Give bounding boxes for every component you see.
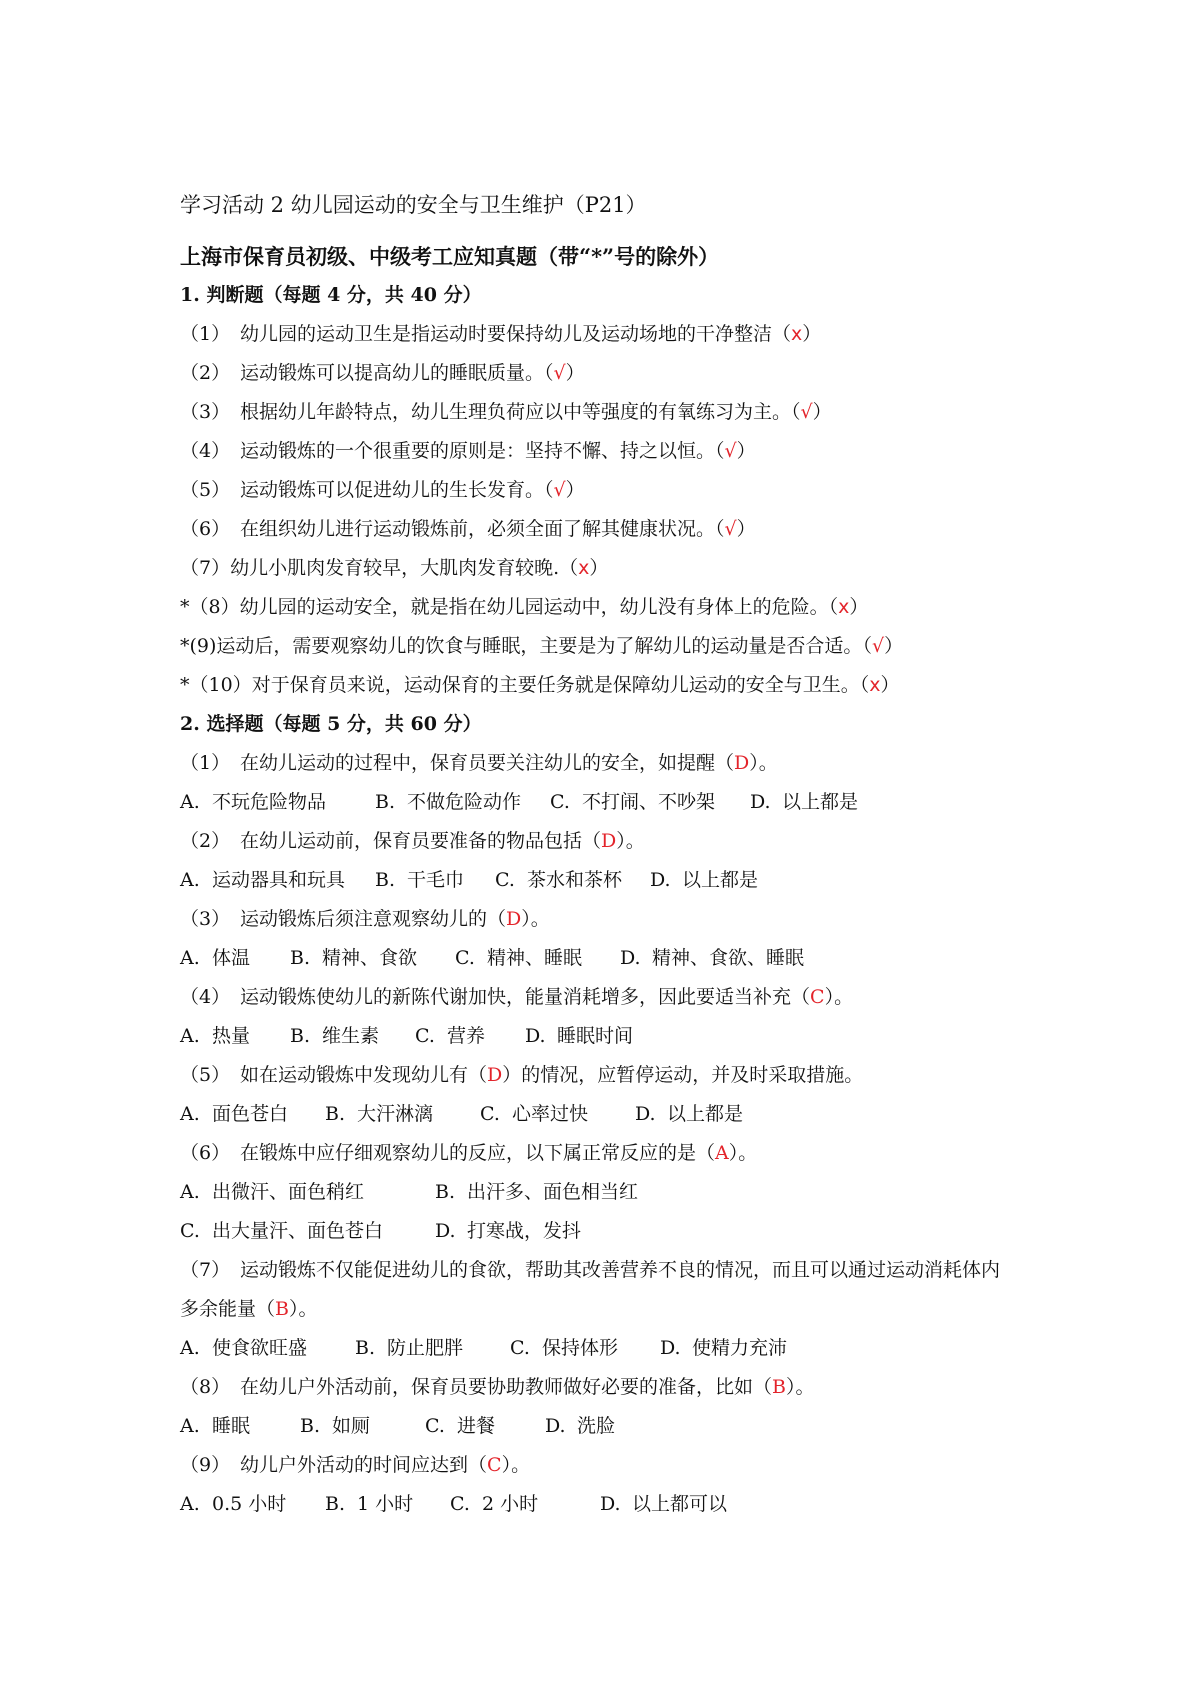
question-index: （4） [180, 986, 231, 1008]
close-paren: ） [812, 401, 832, 423]
true-false-item [180, 666, 1060, 705]
options-row [180, 1017, 1060, 1056]
option-letter: D. [600, 1493, 621, 1515]
options-row [180, 783, 1060, 822]
item-index: （8） [189, 596, 240, 618]
question-tail: ）。 [728, 1142, 758, 1164]
option-letter: C. [510, 1337, 530, 1359]
required-star: * [180, 674, 190, 696]
item-text: 运动锻炼可以提高幼儿的睡眠质量。 [240, 362, 545, 384]
answer-mark: √ [724, 440, 737, 462]
true-false-item [180, 432, 1060, 471]
option-letter: C. [480, 1103, 500, 1125]
close-paren: ） [802, 323, 822, 345]
option-letter: D. [545, 1415, 566, 1437]
open-paren: （ [772, 323, 792, 345]
question-text: 幼儿户外活动的时间应达到（ [240, 1454, 488, 1476]
option [455, 939, 620, 978]
option-letter: C. [495, 869, 515, 891]
option [325, 1095, 480, 1134]
choice-question [180, 1056, 1060, 1095]
close-paren: ） [565, 362, 585, 384]
option [180, 1329, 355, 1368]
options-row [180, 1407, 1060, 1446]
option [290, 1017, 415, 1056]
option-letter: C. [550, 791, 570, 813]
option-text: 洗脸 [577, 1415, 616, 1437]
close-paren: ） [849, 596, 869, 618]
option [550, 783, 750, 822]
options-row [180, 861, 1060, 900]
option-letter: B. [300, 1415, 321, 1437]
option-letter: C. [415, 1025, 435, 1047]
option [660, 1329, 860, 1368]
option [600, 1485, 800, 1524]
required-star: * [180, 635, 190, 657]
question-tail: ）。 [749, 752, 778, 774]
option-letter: B. [325, 1493, 346, 1515]
question-text: 运动锻炼不仅能促进幼儿的食欲，帮助其改善营养不良的情况，而且可以通过运动消耗体内多余能量（ [180, 1259, 1001, 1320]
item-index: （3） [180, 401, 231, 423]
choice-question [180, 1368, 1060, 1407]
item-text: 对于保育员来说，运动保育的主要任务就是保障幼儿运动的安全与卫生。 [251, 674, 860, 696]
item-text: 幼儿小肌肉发育较早，大肌肉发育较晚. [230, 557, 560, 579]
question-tail: ）。 [501, 1454, 531, 1476]
option [300, 1407, 425, 1446]
option [480, 1095, 635, 1134]
item-index: （6） [180, 518, 231, 540]
page-subtitle: 上海市保育员初级、中级考工应知真题（带“*”号的除外） [180, 244, 720, 269]
question-tail: ）。 [288, 1298, 318, 1320]
option [545, 1407, 695, 1446]
open-paren: （ [544, 362, 554, 384]
option [180, 1212, 435, 1251]
option [180, 1173, 435, 1212]
answer-mark: x [869, 674, 881, 696]
section-heading-multiple-choice: 2. 选择题（每题 5 分，共 60 分） [180, 713, 482, 735]
close-paren: ） [589, 557, 609, 579]
option-letter: A. [180, 1337, 200, 1359]
option-text: 2 小时 [482, 1493, 539, 1515]
option-text: 热量 [212, 1025, 251, 1047]
option-text: 睡眠时间 [557, 1025, 634, 1047]
item-text: 运动后，需要观察幼儿的饮食与睡眠，主要是为了解幼儿的运动量是否合适。 [216, 635, 863, 657]
question-index: （3） [180, 908, 231, 930]
answer-letter: C [487, 1454, 502, 1476]
option-text: 出汗多、面色相当红 [467, 1181, 639, 1203]
option [180, 1095, 325, 1134]
close-paren: ） [736, 518, 756, 540]
page-title: 学习活动 2 幼儿园运动的安全与卫生维护（P21） [180, 193, 647, 217]
options-row [180, 1485, 1060, 1524]
option-letter: B. [355, 1337, 376, 1359]
item-text: 幼儿园的运动安全，就是指在幼儿园运动中，幼儿没有身体上的危险。 [239, 596, 829, 618]
answer-mark: x [791, 323, 803, 345]
option-text: 出大量汗、面色苍白 [212, 1220, 384, 1242]
question-index: （6） [180, 1142, 231, 1164]
option-letter: D. [435, 1220, 456, 1242]
close-paren: ） [884, 635, 904, 657]
option [355, 1329, 510, 1368]
option-text: 干毛巾 [407, 869, 465, 891]
question-index: （2） [180, 830, 231, 852]
option [750, 783, 900, 822]
section-heading-true-false: 1. 判断题（每题 4 分，共 40 分） [180, 284, 482, 306]
option-text: 0.5 小时 [212, 1493, 287, 1515]
option [495, 861, 650, 900]
option-letter: A. [180, 947, 200, 969]
item-index: （7） [180, 557, 231, 579]
option-letter: A. [180, 1103, 200, 1125]
option-letter: B. [375, 791, 396, 813]
answer-letter: A [715, 1142, 729, 1164]
option-letter: B. [290, 1025, 311, 1047]
option [435, 1173, 685, 1212]
option-letter: D. [660, 1337, 681, 1359]
option-text: 面色苍白 [212, 1103, 289, 1125]
option-letter: A. [180, 1493, 200, 1515]
option-text: 精神、食欲 [322, 947, 418, 969]
open-paren: （ [715, 518, 725, 540]
option [635, 1095, 785, 1134]
option-text: 进餐 [457, 1415, 496, 1437]
question-index: （5） [180, 1064, 231, 1086]
option-letter: C. [450, 1493, 470, 1515]
option-letter: C. [455, 947, 475, 969]
answer-mark: √ [871, 635, 885, 657]
options-row [180, 1095, 1060, 1134]
close-paren: ） [565, 479, 585, 501]
option [450, 1485, 600, 1524]
open-paren: （ [828, 596, 839, 618]
answer-mark: x [578, 557, 590, 579]
option-letter: D. [525, 1025, 546, 1047]
option-letter: A. [180, 1415, 200, 1437]
option-text: 不玩危险物品 [212, 791, 327, 813]
option [180, 1017, 290, 1056]
item-text: 运动锻炼的一个很重要的原则是：坚持不懈、持之以恒。 [240, 440, 716, 462]
option-letter: D. [620, 947, 641, 969]
option-text: 不打闹、不吵架 [582, 791, 716, 813]
question-index: （7） [180, 1259, 231, 1281]
options-row [180, 1173, 1060, 1212]
answer-letter: B [275, 1298, 289, 1320]
option [375, 783, 550, 822]
item-index: (9) [189, 635, 217, 657]
close-paren: ） [880, 674, 900, 696]
question-index: （9） [180, 1454, 231, 1476]
options-row [180, 1329, 1060, 1368]
options-row [180, 939, 1060, 978]
choice-question [180, 1446, 1060, 1485]
options-row [180, 1212, 1060, 1251]
option-text: 使食欲旺盛 [212, 1337, 308, 1359]
question-tail: ）。 [616, 830, 645, 852]
option [290, 939, 455, 978]
open-paren: （ [859, 674, 870, 696]
answer-mark: √ [553, 479, 566, 501]
option [525, 1017, 675, 1056]
option-letter: C. [180, 1220, 200, 1242]
question-text: 在幼儿运动的过程中，保育员要关注幼儿的安全，如提醒（ [240, 752, 735, 774]
question-text: 在幼儿运动前，保育员要准备的物品包括（ [240, 830, 602, 852]
option-letter: A. [180, 1181, 200, 1203]
question-text: 运动锻炼使幼儿的新陈代谢加快，能量消耗增多，因此要适当补充（ [240, 986, 811, 1008]
item-index: （10） [189, 674, 252, 696]
answer-letter: D [601, 830, 617, 852]
choice-question [180, 900, 1060, 939]
choice-question [180, 1251, 1010, 1329]
answer-letter: C [810, 986, 825, 1008]
option-text: 心率过快 [512, 1103, 589, 1125]
true-false-item [180, 588, 1060, 627]
answer-mark: x [838, 596, 850, 618]
option-text: 使精力充沛 [692, 1337, 788, 1359]
option-text: 1 小时 [357, 1493, 414, 1515]
question-text: 在锻炼中应仔细观察幼儿的反应，以下属正常反应的是（ [240, 1142, 716, 1164]
option-text: 运动器具和玩具 [212, 869, 346, 891]
option-text: 以上都是 [667, 1103, 744, 1125]
answer-letter: D [506, 908, 522, 930]
option [650, 861, 800, 900]
option [425, 1407, 545, 1446]
option-text: 睡眠 [212, 1415, 251, 1437]
true-false-list [180, 315, 1060, 705]
option-text: 不做危险动作 [407, 791, 522, 813]
true-false-item [180, 549, 1060, 588]
option [510, 1329, 660, 1368]
open-paren: （ [544, 479, 554, 501]
item-text: 幼儿园的运动卫生是指运动时要保持幼儿及运动场地的干净整洁 [240, 323, 773, 345]
choice-question [180, 822, 1060, 861]
close-paren: ） [736, 440, 756, 462]
choice-question [180, 978, 1060, 1017]
option-text: 茶水和茶杯 [527, 869, 623, 891]
true-false-item [180, 627, 1060, 666]
open-paren: （ [559, 557, 579, 579]
open-paren: （ [715, 440, 725, 462]
option-letter: D. [635, 1103, 656, 1125]
option-text: 出微汗、面色稍红 [212, 1181, 365, 1203]
option [180, 783, 375, 822]
question-tail: ）。 [785, 1376, 815, 1398]
item-text: 运动锻炼可以促进幼儿的生长发育。 [240, 479, 545, 501]
option-letter: B. [325, 1103, 346, 1125]
option-letter: D. [650, 869, 671, 891]
answer-mark: √ [800, 401, 813, 423]
open-paren: （ [791, 401, 801, 423]
option-text: 防止肥胖 [387, 1337, 464, 1359]
option-text: 大汗淋漓 [357, 1103, 434, 1125]
option-text: 体温 [212, 947, 251, 969]
option-text: 营养 [447, 1025, 486, 1047]
option [180, 1485, 325, 1524]
answer-letter: D [734, 752, 750, 774]
option-text: 精神、睡眠 [487, 947, 583, 969]
item-index: （5） [180, 479, 231, 501]
option [325, 1485, 450, 1524]
true-false-item [180, 354, 1060, 393]
question-text: 运动锻炼后须注意观察幼儿的（ [240, 908, 507, 930]
option [620, 939, 820, 978]
option [375, 861, 495, 900]
option-text: 如厕 [332, 1415, 371, 1437]
question-tail: ）的情况，应暂停运动，并及时采取措施。 [502, 1064, 864, 1086]
option [180, 861, 375, 900]
option-text: 以上都是 [782, 791, 859, 813]
item-text: 根据幼儿年龄特点，幼儿生理负荷应以中等强度的有氧练习为主。 [240, 401, 792, 423]
item-index: （1） [180, 323, 231, 345]
multiple-choice-list [180, 744, 1060, 1524]
answer-mark: √ [553, 362, 566, 384]
open-paren: （ [862, 635, 872, 657]
option-letter: B. [375, 869, 396, 891]
question-text: 在幼儿户外活动前，保育员要协助教师做好必要的准备，比如（ [240, 1376, 773, 1398]
option-letter: A. [180, 1025, 200, 1047]
answer-mark: √ [724, 518, 737, 540]
document-content [180, 190, 1060, 1524]
question-text: 如在运动锻炼中发现幼儿有（ [240, 1064, 488, 1086]
item-index: （2） [180, 362, 231, 384]
option-letter: A. [180, 791, 200, 813]
option-text: 精神、食欲、睡眠 [652, 947, 805, 969]
option [435, 1212, 685, 1251]
option [415, 1017, 525, 1056]
choice-question [180, 744, 1060, 783]
answer-letter: B [772, 1376, 786, 1398]
true-false-item [180, 510, 1060, 549]
option [180, 1407, 300, 1446]
item-text: 在组织幼儿进行运动锻炼前，必须全面了解其健康状况。 [240, 518, 716, 540]
item-index: （4） [180, 440, 231, 462]
answer-letter: D [487, 1064, 503, 1086]
true-false-item [180, 471, 1060, 510]
option-letter: B. [435, 1181, 456, 1203]
true-false-item [180, 393, 1060, 432]
option-text: 以上都是 [682, 869, 759, 891]
option-text: 保持体形 [542, 1337, 619, 1359]
choice-question [180, 1134, 1060, 1173]
option-text: 以上都可以 [632, 1493, 728, 1515]
option-letter: B. [290, 947, 311, 969]
question-index: （1） [180, 752, 231, 774]
required-star: * [180, 596, 190, 618]
option-letter: A. [180, 869, 200, 891]
true-false-item [180, 315, 1060, 354]
option-letter: C. [425, 1415, 445, 1437]
option-text: 维生素 [322, 1025, 380, 1047]
option-text: 打寒战，发抖 [467, 1220, 582, 1242]
question-tail: ）。 [824, 986, 854, 1008]
question-tail: ）。 [521, 908, 550, 930]
question-index: （8） [180, 1376, 231, 1398]
option-letter: D. [750, 791, 771, 813]
option [180, 939, 290, 978]
